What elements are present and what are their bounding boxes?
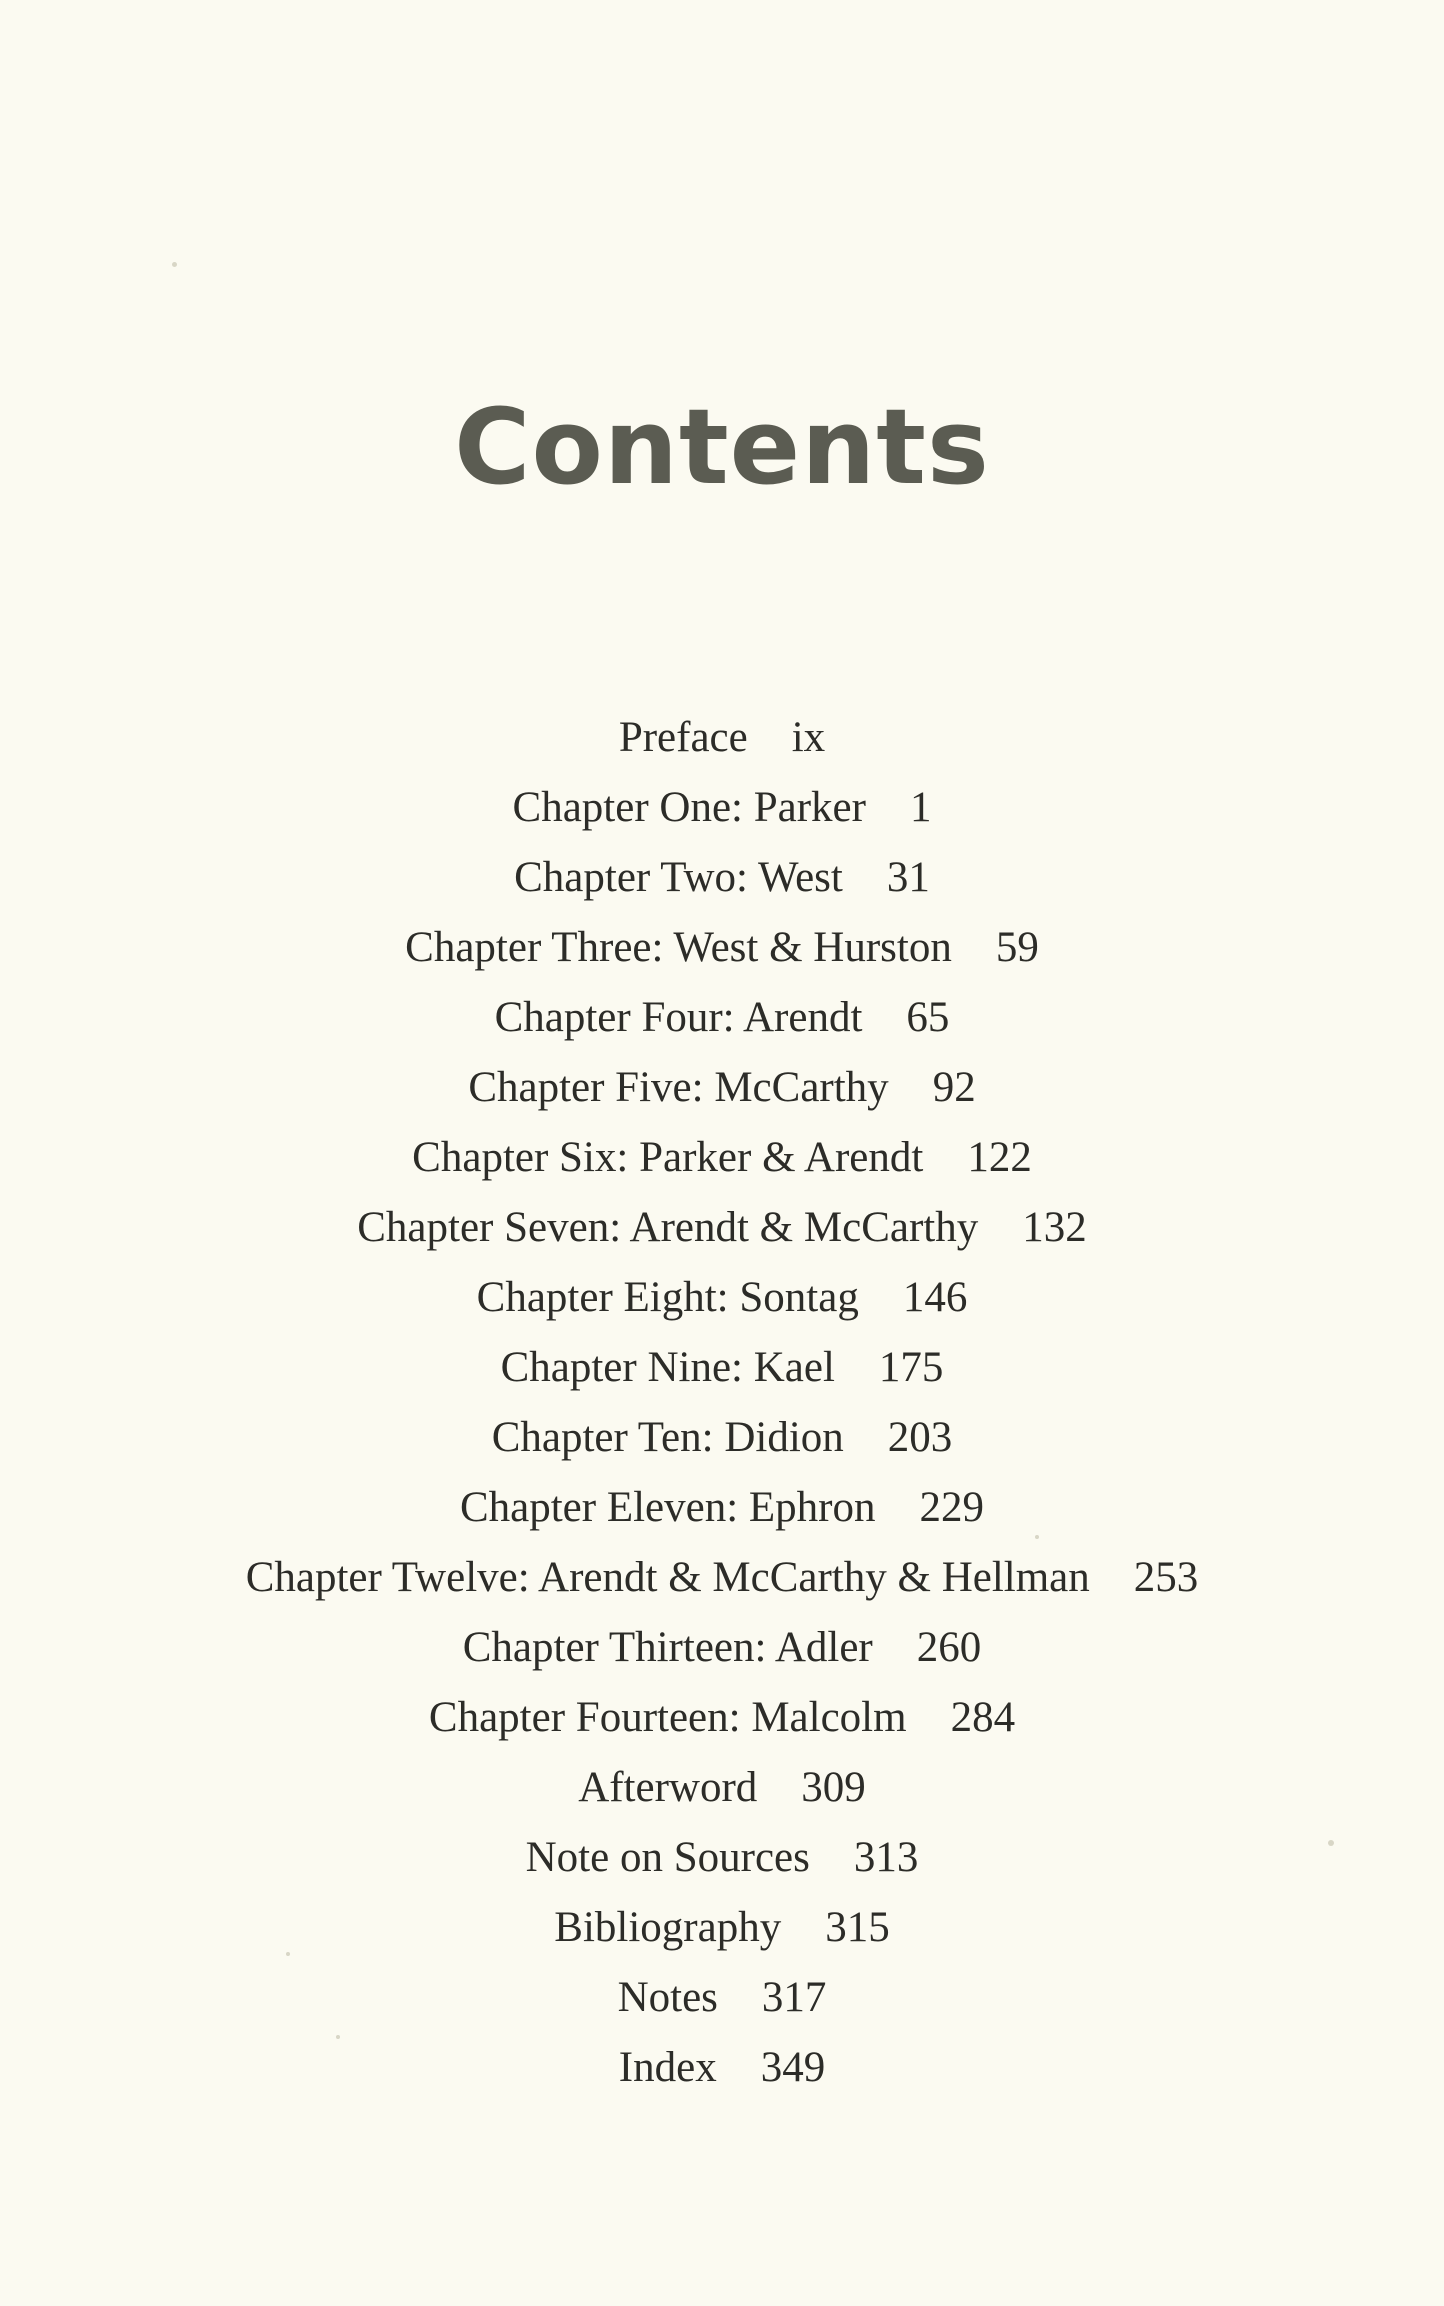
page-title: Contents	[454, 386, 990, 508]
toc-entry-page-number: ix	[791, 714, 826, 761]
toc-entry-page-number: 349	[760, 2044, 826, 2091]
toc-entry-page-number: 313	[853, 1834, 919, 1881]
toc-entry[interactable]	[0, 1893, 1444, 1963]
toc-entry-page-number: 92	[932, 1064, 976, 1111]
toc-entry-title: Chapter Two: West	[514, 854, 843, 901]
toc-entry-title: Chapter Four: Arendt	[494, 994, 863, 1041]
toc-entry[interactable]	[0, 843, 1444, 913]
toc-entry-title: Index	[618, 2044, 717, 2091]
toc-entry-title: Preface	[618, 714, 748, 761]
toc-entry-page-number: 175	[878, 1344, 944, 1391]
toc-entry[interactable]	[0, 913, 1444, 983]
toc-entry-page-number: 309	[801, 1764, 866, 1811]
toc-entry[interactable]	[0, 1123, 1444, 1193]
toc-entry-title: Chapter Six: Parker & Arendt	[412, 1134, 924, 1181]
toc-entry[interactable]	[0, 1823, 1444, 1893]
toc-entry-page-number: 229	[919, 1484, 985, 1531]
toc-entry[interactable]	[0, 1473, 1444, 1543]
toc-entry-title: Chapter Five: McCarthy	[468, 1064, 889, 1111]
toc-entry[interactable]	[0, 1263, 1444, 1333]
toc-entry[interactable]	[0, 703, 1444, 773]
toc-entry-page-number: 122	[967, 1134, 1032, 1181]
toc-entry[interactable]	[0, 1683, 1444, 1753]
toc-entry-page-number: 317	[761, 1974, 827, 2021]
toc-entry-title: Chapter Eight: Sontag	[476, 1274, 859, 1321]
toc-entry-page-number: 203	[887, 1414, 953, 1461]
toc-entry[interactable]	[0, 1053, 1444, 1123]
toc-entry[interactable]	[0, 1543, 1444, 1613]
toc-entry[interactable]	[0, 1753, 1444, 1823]
toc-entry-title: Chapter Ten: Didion	[491, 1414, 844, 1461]
toc-entry[interactable]	[0, 1613, 1444, 1683]
toc-entry[interactable]	[0, 2033, 1444, 2103]
toc-entry-page-number: 146	[902, 1274, 968, 1321]
toc-entry-title: Note on Sources	[525, 1834, 810, 1881]
toc-entry[interactable]	[0, 1403, 1444, 1473]
toc-entry-title: Notes	[617, 1974, 718, 2021]
toc-entry[interactable]	[0, 1193, 1444, 1263]
toc-entry-title: Chapter Three: West & Hurston	[405, 924, 952, 971]
toc-entry[interactable]	[0, 983, 1444, 1053]
toc-entry[interactable]	[0, 773, 1444, 843]
toc-entry-page-number: 260	[916, 1624, 982, 1671]
toc-entry-title: Bibliography	[554, 1904, 782, 1951]
toc-entry-title: Chapter Nine: Kael	[500, 1344, 835, 1391]
toc-entry-title: Chapter One: Parker	[512, 784, 866, 831]
toc-entry-page-number: 253	[1133, 1554, 1199, 1601]
toc-entry-page-number: 65	[906, 994, 950, 1041]
table-of-contents	[0, 703, 1444, 2103]
toc-entry-title: Chapter Eleven: Ephron	[459, 1484, 876, 1531]
toc-entry-title: Chapter Seven: Arendt & McCarthy	[357, 1204, 979, 1251]
toc-entry-title: Afterword	[578, 1764, 758, 1811]
toc-entry-page-number: 31	[886, 854, 930, 901]
toc-entry-title: Chapter Twelve: Arendt & McCarthy & Hellman	[245, 1554, 1090, 1601]
toc-entry-title: Chapter Fourteen: Malcolm	[428, 1694, 907, 1741]
toc-entry[interactable]	[0, 1963, 1444, 2033]
toc-entry-page-number: 132	[1022, 1204, 1087, 1251]
toc-entry-page-number: 1	[909, 784, 932, 831]
toc-entry-page-number: 284	[950, 1694, 1016, 1741]
paper-speck	[172, 262, 177, 267]
toc-entry-page-number: 59	[995, 924, 1039, 971]
toc-entry[interactable]	[0, 1333, 1444, 1403]
toc-entry-page-number: 315	[825, 1904, 890, 1951]
toc-entry-title: Chapter Thirteen: Adler	[462, 1624, 873, 1671]
